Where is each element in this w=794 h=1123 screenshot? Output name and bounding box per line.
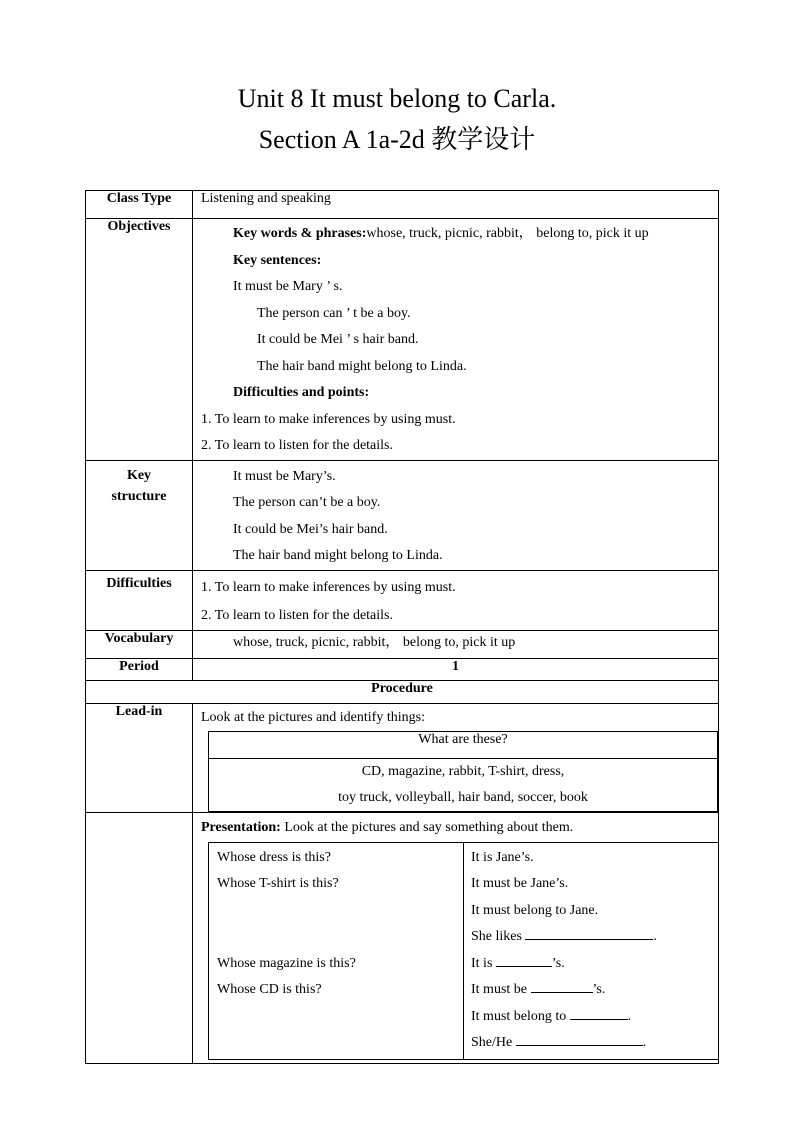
presentation-intro: Presentation: Look at the pictures and say something about them. [201,819,574,835]
lead-in-question: What are these? [209,731,718,758]
structure-line: It could be Mei’s hair band. [233,521,388,537]
lead-in-intro: Look at the pictures and identify things: [201,709,425,725]
fill-blank [516,1031,643,1046]
lead-in-label: Lead-in [86,703,193,812]
procedure-heading: Procedure [86,680,719,703]
page-subtitle: Section A 1a-2d 教学设计 [258,125,536,154]
difficulties-heading: Difficulties and points: [233,385,370,400]
class-type-label: Class Type [86,191,193,219]
point-line: 2. To learn to listen for the details. [201,438,393,453]
structure-line: The person can’t be a boy. [233,495,381,510]
sentence-line: The hair band might belong to Linda. [257,358,467,374]
key-words-line: Key words & phrases:whose, truck, picnic, rabbit， belong to, pick it up [233,226,649,241]
answer-line: It is ’s. [471,951,718,978]
objectives-label: Objectives [86,219,193,461]
fill-blank [496,952,552,967]
lead-in-inner-table [208,731,718,812]
fill-blank [525,925,653,940]
question-line [217,1030,463,1057]
structure-line: The hair band might belong to Linda. [233,548,443,563]
difficulty-line: 2. To learn to listen for the details. [201,607,393,623]
sentence-line: It could be Mei ’ s hair band. [257,332,419,347]
answers-column [464,842,719,1059]
sentence-line: The person can ’ t be a boy. [257,305,411,321]
objectives-content [193,219,719,461]
questions-column [209,842,464,1059]
answer-line: She/He . [471,1030,718,1057]
structure-line: It must be Mary’s. [233,468,336,484]
vocabulary-label: Vocabulary [86,630,193,658]
page-title: Unit 8 It must belong to Carla. [237,84,557,113]
question-line: Whose T-shirt is this? [217,876,339,891]
presentation-label-cell [86,812,193,1063]
answer-line: It must be ’s. [471,977,718,1004]
lead-in-content [193,703,719,812]
vocabulary-value: whose, truck, picnic, rabbit， belong to, pick it up [193,630,719,658]
period-value: 1 [193,658,719,680]
presentation-inner-table [208,842,719,1060]
answer-line: It must be Jane’s. [471,876,569,891]
fill-blank [570,1005,628,1020]
answer-line: It must belong to Jane. [471,902,599,918]
question-line: Whose dress is this? [217,849,331,865]
point-line: 1. To learn to make inferences by using must. [201,411,456,427]
answer-line: It must belong to . [471,1004,718,1031]
key-structure-content [193,460,719,570]
answer-line: It is Jane’s. [471,849,534,865]
key-sentences-heading: Key sentences: [233,252,322,268]
question-line [217,1004,463,1031]
class-type-value: Listening and speaking [193,191,719,219]
question-line [217,898,463,925]
difficulties-content [193,570,719,630]
question-line: Whose magazine is this? [217,955,356,971]
answer-line: She likes . [471,924,718,951]
difficulties-label: Difficulties [86,570,193,630]
fill-blank [531,978,593,993]
question-line [217,924,463,951]
presentation-content [193,812,719,1063]
period-label: Period [86,658,193,680]
lead-in-items: CD, magazine, rabbit, T-shirt, dress, toy truck, volleyball, hair band, soccer, book [209,758,718,811]
difficulty-line: 1. To learn to make inferences by using must. [201,579,456,595]
question-line: Whose CD is this? [217,982,322,997]
lesson-plan-table [85,190,719,1064]
sentence-line: It must be Mary ’ s. [233,279,343,294]
key-structure-label: Key structure [86,460,193,570]
